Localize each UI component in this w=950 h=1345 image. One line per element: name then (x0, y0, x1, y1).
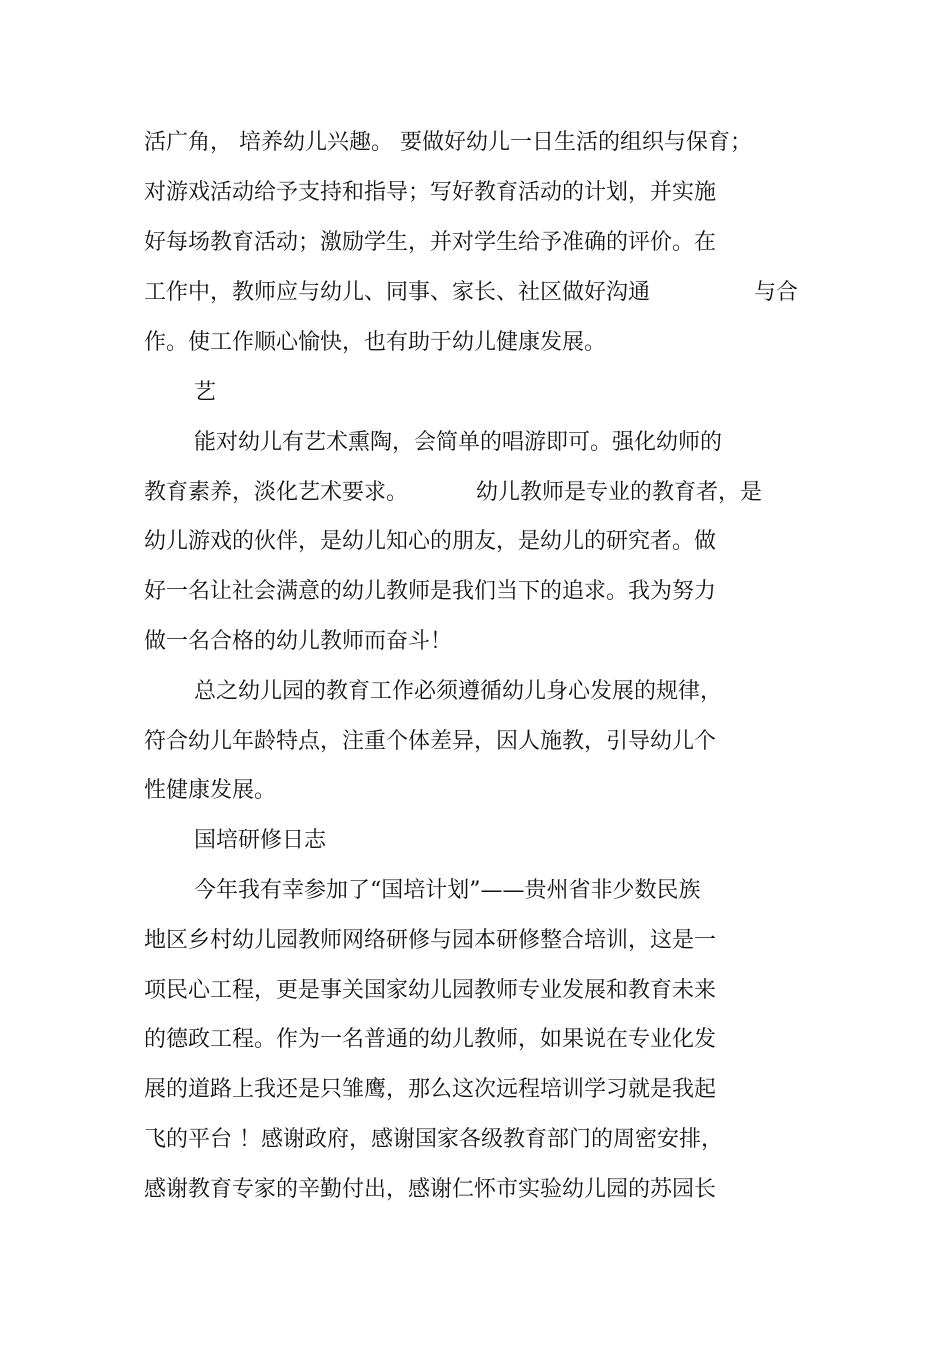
text-line: 工作中，教师应与幼儿、同事、家长、社区做好沟通 (144, 280, 651, 305)
text-line: 展的道路上我还是只雏鹰，那么这次远程培训学习就是我起 (144, 1077, 717, 1102)
text-line: 好一名让社会满意的幼儿教师是我们当下的追求。我为努力 (144, 579, 717, 604)
text-line: 性健康发展。 (144, 778, 277, 803)
section-heading: 艺 (194, 380, 217, 405)
text-line: 项民心工程，更是事关国家幼儿园教师专业发展和教育未来 (144, 978, 717, 1003)
text-line: 做一名合格的幼儿教师而奋斗！ (144, 629, 453, 654)
text-line: 飞的平台 ！感谢政府，感谢国家各级教育部门的周密安排， (144, 1127, 723, 1152)
text-line: 的德政工程。作为一名普通的幼儿教师，如果说在专业化发 (144, 1027, 717, 1052)
text-line: 与合 (754, 280, 799, 305)
text-line: 活广角， 培养幼儿兴趣。 要做好幼儿一日生活的组织与保育； (144, 130, 752, 155)
text-line: 教育素养，淡化艺术要求。 (144, 480, 409, 505)
text-line: 符合幼儿年龄特点，注重个体差异，因人施教，引导幼儿个 (144, 729, 717, 754)
text-line: 好每场教育活动；激励学生，并对学生给予准确的评价。在 (144, 230, 717, 255)
text-line: 对游戏活动给予支持和指导；写好教育活动的计划，并实施 (144, 180, 717, 205)
text-line: 感谢教育专家的辛勤付出，感谢仁怀市实验幼儿园的苏园长 (144, 1177, 717, 1202)
text-line: 作。使工作顺心愉快，也有助于幼儿健康发展。 (144, 330, 607, 355)
section-heading: 国培研修日志 (194, 828, 327, 853)
text-line: 地区乡村幼儿园教师网络研修与园本研修整合培训，这是一 (144, 928, 717, 953)
text-line: 幼儿教师是专业的教育者，是 (476, 480, 763, 505)
text-line: 能对幼儿有艺术熏陶，会简单的唱游即可。强化幼师的 (194, 430, 723, 455)
text-line: 幼儿游戏的伙伴，是幼儿知心的朋友，是幼儿的研究者。做 (144, 529, 717, 554)
text-line: 总之幼儿园的教育工作必须遵循幼儿身心发展的规律， (194, 679, 723, 704)
text-line: 今年我有幸参加了“国培计划”——贵州省非少数民族 (194, 878, 701, 903)
